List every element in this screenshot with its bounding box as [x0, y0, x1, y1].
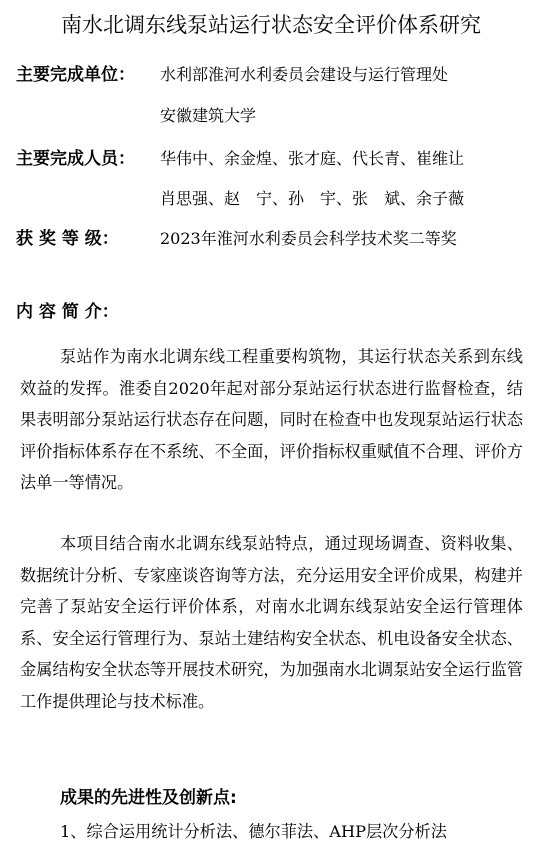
people-line-1: 华伟中、余金煌、张才庭、代长青、崔维让 [160, 149, 465, 168]
intro-paragraph-1: 泵站作为南水北调东线工程重要构筑物，其运行状态关系到东线效益的发挥。淮委自2020年起对部分泵站运行状态进行监督检查，结果表明部分泵站运行状态存在问题，同时在检查中也发现泵站运行状态评价指标体系存在不系统、不全面，评价指标权重赋值不合理、评价方法单一等情况。 [20, 347, 523, 493]
unit-value-1: 水利部淮河水利委员会建设与运行管理处 [160, 65, 449, 84]
unit-value-2: 安徽建筑大学 [160, 106, 257, 125]
award-value: 2023年淮河水利委员会科学技术奖二等奖 [160, 229, 457, 248]
intro-paragraph-2: 本项目结合南水北调东线泵站特点，通过现场调查、资料收集、数据统计分析、专家座谈咨询等方法，充分运用安全评价成果，构建并完善了泵站安全运行评价体系，对南水北调东线泵站安全运行管理体系、安全运行管理行为、泵站土建结构安全状态、机电设备安全状态、金属结构安全状态等开展技术研究，为加强南水北调泵站安全运行监管工作提供理论与技术标准。 [20, 534, 523, 711]
intro-label: 内 容 简 介： [16, 302, 119, 322]
people-label: 主要完成人员： [16, 149, 135, 169]
innovation-item-1: 1、综合运用统计分析法、德尔菲法、AHP层次分析法 [60, 822, 447, 841]
people-line-2: 肖思强、赵 宁、孙 宇、张 斌、余子薇 [160, 189, 465, 208]
award-label: 获 奖 等 级： [16, 229, 119, 249]
unit-label: 主要完成单位： [16, 65, 135, 85]
innovation-heading: 成果的先进性及创新点: [60, 788, 237, 808]
page-title: 南水北调东线泵站运行状态安全评价体系研究 [61, 13, 481, 37]
